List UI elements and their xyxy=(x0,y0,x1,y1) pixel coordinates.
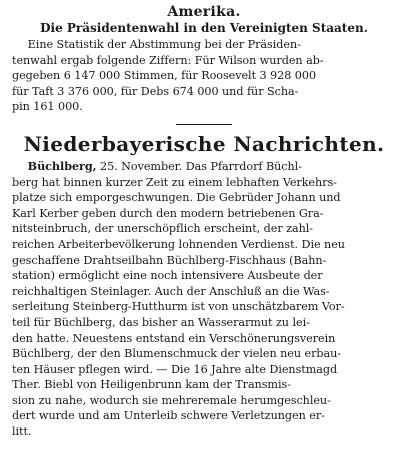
text-line: reichen Arbeiterbevölkerung lohnenden Verdienst. Die neu xyxy=(12,237,345,251)
article-body-buechlberg xyxy=(12,159,396,440)
text-line: den hatte. Neuestens entstand ein Verschönerungsverein xyxy=(12,331,336,345)
text-line: Karl Kerber geben durch den modern betriebenen Gra- xyxy=(12,206,324,220)
text-line: Eine Statistik der Abstimmung bei der Präsiden- xyxy=(27,38,301,51)
text-line: tenwahl ergab folgende Ziffern: Für Wilson wurden ab- xyxy=(12,53,324,67)
text-line: serleitung Steinberg-Hutthurm ist von unschätzbarem Vor- xyxy=(12,300,345,314)
text-line: ten Häuser pflegen wird. — Die 16 Jahre alte Dienstmagd xyxy=(12,362,338,376)
text-line: sion zu nahe, wodurch sie mehreremale herumgeschleu- xyxy=(12,393,331,407)
dateline-place: Büchlberg, xyxy=(27,158,97,173)
article-subheading-election: Die Präsidentenwahl in den Vereinigten Staaten. xyxy=(40,21,368,35)
text-line: reichhaltigen Steinlager. Auch der Anschluß an die Was- xyxy=(12,284,330,298)
text-line: geschaffene Drahtseilbahn Büchlberg-Fischhaus (Bahn- xyxy=(12,253,327,267)
text-line: gegeben 6 147 000 Stimmen, für Roosevelt 3 928 000 xyxy=(12,69,317,83)
section-heading-america: Amerika. xyxy=(167,4,241,20)
text-line: pin 161 000. xyxy=(12,100,83,114)
text-line: litt. xyxy=(12,425,32,439)
text-line: Büchlberg, der den Blumenschmuck der vielen neu erbau- xyxy=(12,347,342,361)
text-line: platze sich emporgeschwungen. Die Gebrüder Johann und xyxy=(12,191,341,205)
section-divider xyxy=(176,124,232,125)
text-line: dert wurde und am Unterleib schwere Verletzungen er- xyxy=(12,409,325,423)
section-heading-niederbayern: Niederbayerische Nachrichten. xyxy=(23,131,385,156)
text-line: berg hat binnen kurzer Zeit zu einem lebhaften Verkehrs- xyxy=(12,175,337,189)
article-body-election xyxy=(12,37,396,115)
text-line xyxy=(12,159,396,175)
text-line: für Taft 3 376 000, für Debs 674 000 und für Scha- xyxy=(12,84,299,98)
text-line: teil für Büchlberg, das bisher an Wasserarmut zu lei- xyxy=(12,315,310,329)
text-line: station) ermöglicht eine noch intensivere Ausbeute der xyxy=(12,269,323,283)
dateline-rest: 25. November. Das Pfarrdorf Büchl- xyxy=(96,159,302,173)
text-line: nitsteinbruch, der unerschöpflich erscheint, der zahl- xyxy=(12,222,314,236)
text-line: Ther. Biebl von Heiligenbrunn kam der Transmis- xyxy=(12,378,291,392)
